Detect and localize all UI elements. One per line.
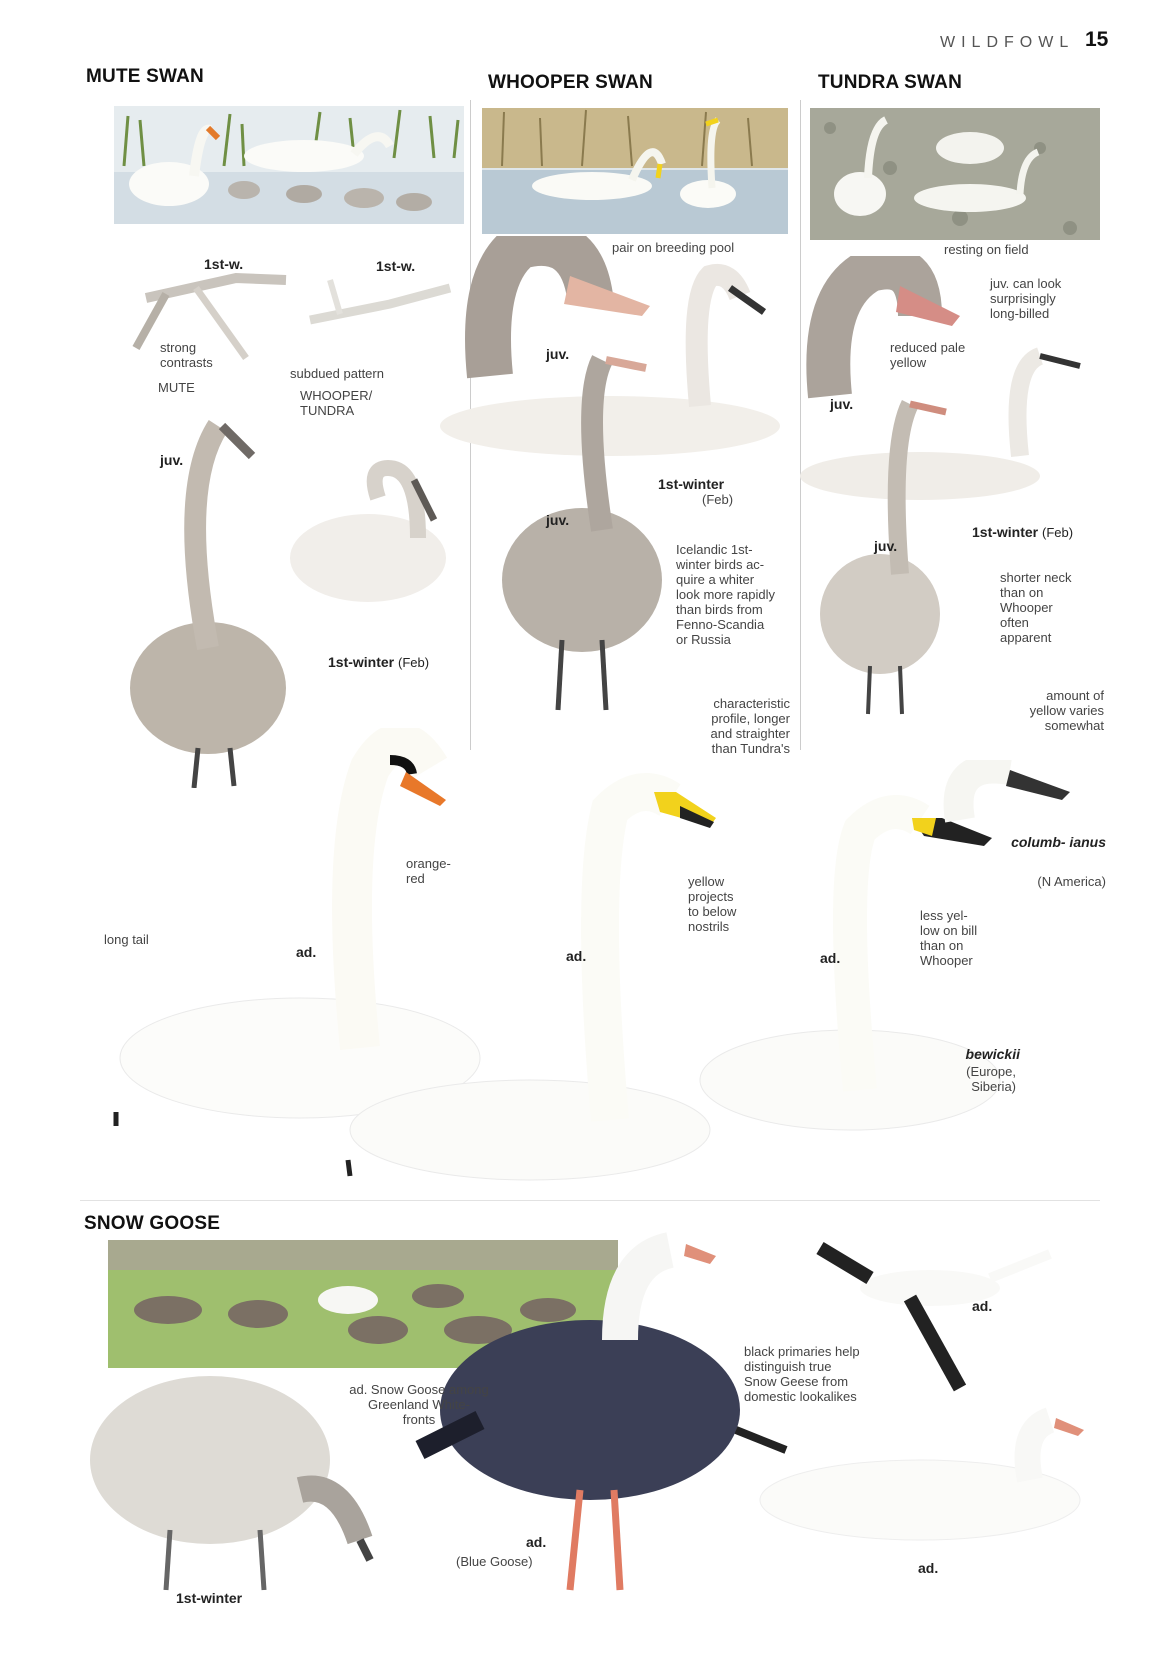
shorter-neck-note: shorter neck than on Whooper often apparent <box>1000 570 1072 645</box>
tundra-resting-scene <box>810 108 1100 240</box>
icelandic-note: Icelandic 1st- winter birds ac- quire a whiter look more rapidly than birds from Fenno-Scandia or Russia <box>676 542 775 647</box>
mute-adult-label: ad. <box>296 944 317 960</box>
whooper-first-winter-flight-label: 1st-w. <box>376 258 416 274</box>
whooper-juvenile-standing-figure <box>482 340 682 720</box>
snow-goose-swimming-figure <box>730 1390 1100 1560</box>
whooper-juv-head-label: juv. <box>546 346 570 362</box>
snow-flight-adult-label: ad. <box>972 1298 993 1314</box>
mute-first-winter-label: 1st-winter (Feb) <box>328 654 430 670</box>
black-primaries-note: black primaries help distinguish true Snow Geese from domestic lookalikes <box>744 1344 860 1404</box>
reduced-pale-yellow-note: reduced pale yellow <box>890 340 966 370</box>
whooper-juv-standing-label: juv. <box>546 512 570 528</box>
orange-red-label: orange- red <box>406 856 451 886</box>
among-whitefronts-note: ad. Snow Goose among Greenland White- fronts <box>349 1382 489 1427</box>
whooper-first-winter-label: 1st-winter <box>658 476 725 492</box>
whooper-adult-label: ad. <box>566 948 587 964</box>
n-america-label: (N America) <box>1037 874 1106 889</box>
whooper-adult-figure <box>340 770 720 1190</box>
page-number: 15 <box>1085 28 1109 51</box>
section-divider <box>80 1200 1100 1201</box>
strong-contrasts-label: strong contrasts <box>160 340 213 370</box>
whooper-swan-title: WHOOPER SWAN <box>488 72 653 93</box>
blue-goose-adult-label: ad. <box>526 1534 547 1550</box>
europe-siberia-label: (Europe, Siberia) <box>966 1064 1016 1094</box>
whooper-tundra-caption: WHOOPER/ TUNDRA <box>300 388 373 418</box>
long-tail-label: long tail <box>104 932 149 947</box>
amount-of-yellow-note: amount of yellow varies somewhat <box>1029 688 1104 733</box>
mute-juv-label: juv. <box>160 452 184 468</box>
snow-swim-adult-label: ad. <box>918 1560 939 1576</box>
mute-swan-family-scene <box>114 106 464 224</box>
resting-on-field-label: resting on field <box>944 242 1029 257</box>
running-title: WILDFOWL <box>940 34 1075 51</box>
juv-long-billed-note: juv. can look surprisingly long-billed <box>990 276 1062 321</box>
tundra-juv-standing-label: juv. <box>874 538 898 554</box>
tundra-adult-label: ad. <box>820 950 841 966</box>
tundra-first-winter-label: 1st-winter (Feb) <box>972 524 1074 540</box>
blue-goose-label: (Blue Goose) <box>456 1554 533 1569</box>
mute-first-winter-flight-label: 1st-w. <box>204 256 244 272</box>
tundra-adult-figure <box>690 760 1100 1150</box>
mute-swan-title: MUTE SWAN <box>86 66 204 87</box>
bewickii-label: bewickii <box>965 1046 1020 1062</box>
mute-caption: MUTE <box>158 380 195 395</box>
pair-on-breeding-pool-label: pair on breeding pool <box>612 240 735 255</box>
less-yellow-note: less yel- low on bill than on Whooper <box>920 908 978 968</box>
snow-first-winter-label: 1st-winter <box>176 1590 243 1606</box>
yellow-projects-note: yellow projects to below nostrils <box>688 874 737 934</box>
subdued-pattern-label: subdued pattern <box>290 366 384 381</box>
whooper-first-winter-suffix: (Feb) <box>702 492 734 507</box>
tundra-juvenile-standing-figure <box>810 384 960 724</box>
tundra-juv-head-label: juv. <box>830 396 854 412</box>
tundra-swan-title: TUNDRA SWAN <box>818 72 962 93</box>
snow-goose-title: SNOW GOOSE <box>84 1213 221 1234</box>
whooper-pair-scene <box>482 108 788 234</box>
columbianus-label: columb- ianus <box>1011 834 1106 850</box>
profile-note: characteristic profile, longer and straighter than Tundra's <box>710 696 790 756</box>
snow-goose-first-winter-figure <box>70 1340 390 1600</box>
